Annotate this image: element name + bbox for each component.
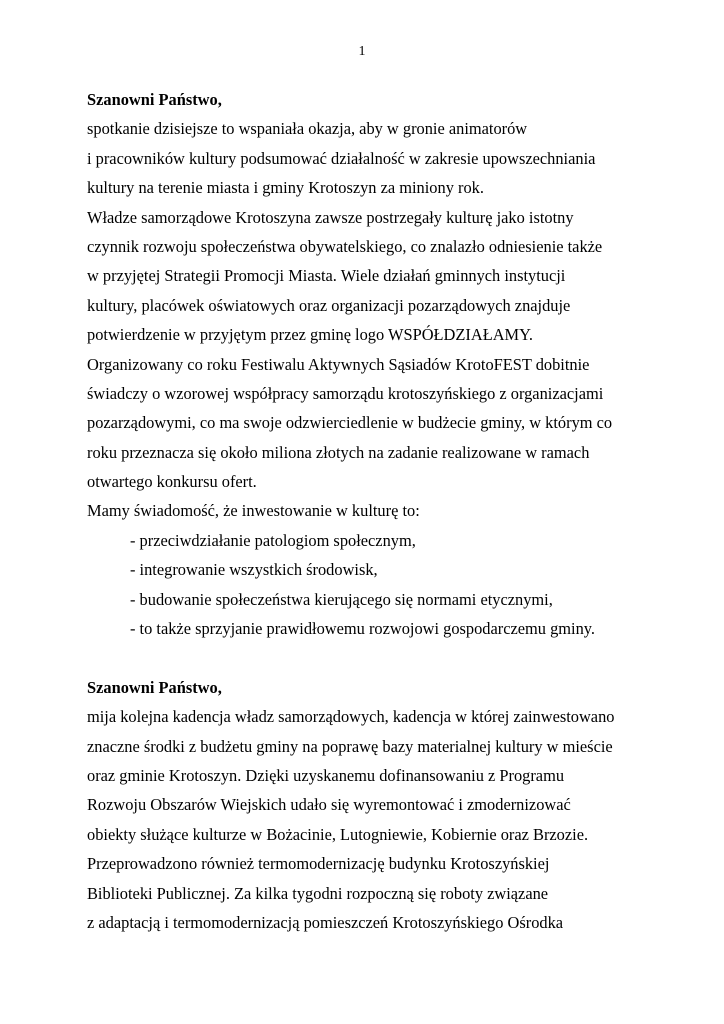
list-item: - budowanie społeczeństwa kierującego się normami etycznymi, [130, 589, 553, 609]
paragraph-line: obiekty służące kulturze w Bożacinie, Lutogniewie, Kobiernie oraz Brzozie. [87, 824, 589, 844]
paragraph-line: Rozwoju Obszarów Wiejskich udało się wyremontować i zmodernizować [87, 795, 571, 815]
salutation-1: Szanowni Państwo, [87, 90, 222, 109]
paragraph-line: pozarządowymi, co ma swoje odzwierciedlenie w budżecie gminy, w którym co [87, 413, 613, 433]
paragraph-line: Biblioteki Publicznej. Za kilka tygodni rozpoczną się roboty związane [87, 883, 549, 903]
list-item: - przeciwdziałanie patologiom społecznym, [130, 530, 416, 550]
paragraph-line: kultury na terenie miasta i gminy Krotoszyn za miniony rok. [87, 178, 484, 198]
paragraph-line: potwierdzenie w przyjętym przez gminę logo WSPÓŁDZIAŁAMY. [87, 325, 533, 345]
paragraph-line: Mamy świadomość, że inwestowanie w kulturę to: [87, 501, 420, 521]
salutation-2: Szanowni Państwo, [87, 677, 222, 697]
paragraph-line: spotkanie dzisiejsze to wspaniała okazja, aby w gronie animatorów [87, 119, 528, 139]
letter-body [87, 85, 687, 937]
paragraph-spacer [87, 643, 687, 672]
paragraph-line: czynnik rozwoju społeczeństwa obywatelskiego, co znalazło odniesienie także [87, 236, 603, 256]
paragraph-line: z adaptacją i termomodernizacją pomieszczeń Krotoszyńskiego Ośrodka [87, 912, 564, 932]
paragraph-line: Przeprowadzono również termomodernizację budynku Krotoszyńskiej [87, 854, 550, 874]
paragraph-line: znaczne środki z budżetu gminy na poprawę bazy materialnej kultury w mieście [87, 736, 613, 756]
paragraph-line: roku przeznacza się około miliona złotych na zadanie realizowane w ramach [87, 442, 590, 462]
paragraph-line: w przyjętej Strategii Promocji Miasta. Wiele działań gminnych instytucji [87, 266, 566, 286]
list-item: - integrowanie wszystkich środowisk, [130, 560, 378, 580]
paragraph-line: Władze samorządowe Krotoszyna zawsze postrzegały kulturę jako istotny [87, 207, 574, 227]
page-number: 1 [358, 44, 366, 59]
paragraph-line: mija kolejna kadencja władz samorządowych, kadencja w której zainwestowano [87, 707, 615, 727]
paragraph-line: oraz gminie Krotoszyn. Dzięki uzyskanemu dofinansowaniu z Programu [87, 765, 565, 785]
paragraph-line: Organizowany co roku Festiwalu Aktywnych Sąsiadów KrotoFEST dobitnie [87, 354, 590, 374]
paragraph-line: i pracowników kultury podsumować działalność w zakresie upowszechniania [87, 148, 596, 168]
list-item: - to także sprzyjanie prawidłowemu rozwojowi gospodarczemu gminy. [130, 619, 596, 639]
paragraph-line: kultury, placówek oświatowych oraz organizacji pozarządowych znajduje [87, 295, 571, 315]
paragraph-line: świadczy o wzorowej współpracy samorządu krotoszyńskiego z organizacjami [87, 383, 604, 403]
paragraph-line: otwartego konkursu ofert. [87, 472, 257, 492]
